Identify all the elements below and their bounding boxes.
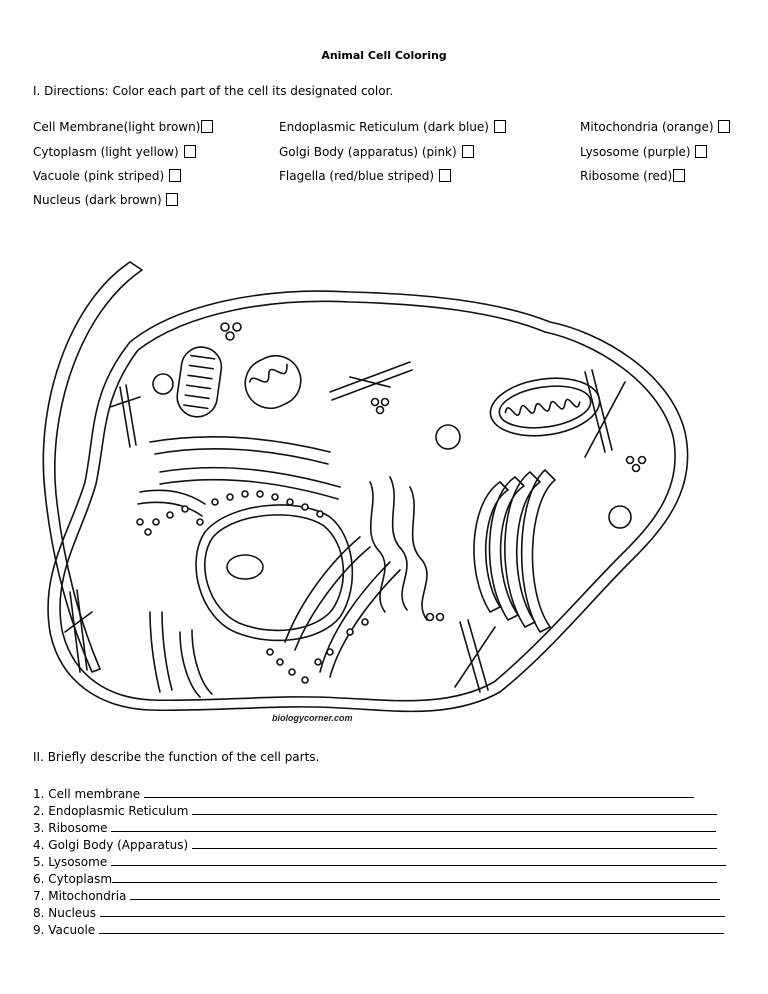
legend-label: Cell Membrane(light brown) (33, 120, 201, 134)
legend-item-nucleus (33, 193, 178, 207)
question-4 (33, 837, 717, 852)
question-label: 9. Vacuole (33, 923, 96, 937)
legend-item-ribosome (580, 169, 685, 183)
legend-label: Mitochondria (orange) (580, 120, 714, 134)
mitochondrion-2 (237, 348, 309, 417)
lysosome-cluster (221, 323, 646, 621)
color-box[interactable] (184, 145, 196, 158)
worksheet-title: Animal Cell Coloring (321, 49, 447, 62)
mitochondrion-3 (487, 372, 604, 443)
answer-line[interactable] (100, 905, 725, 917)
color-box[interactable] (673, 169, 685, 182)
question-8 (33, 905, 725, 920)
legend-label: Vacuole (pink striped) (33, 169, 165, 183)
question-label: 5. Lysosome (33, 855, 108, 869)
diagram-credit: biologycorner.com (272, 713, 353, 723)
legend-item-golgi (279, 145, 474, 159)
vacuole (436, 425, 460, 449)
mitochondrion-1 (175, 345, 224, 420)
section-2-heading: II. Briefly describe the function of the cell parts. (33, 750, 320, 764)
legend-item-flagella (279, 169, 451, 183)
legend-label: Flagella (red/blue striped) (279, 169, 435, 183)
question-5 (33, 854, 726, 869)
flagellum (43, 262, 142, 672)
question-2 (33, 803, 717, 818)
smooth-er (370, 482, 385, 612)
color-box[interactable] (462, 145, 474, 158)
legend-item-cytoplasm (33, 145, 196, 159)
question-3 (33, 820, 716, 835)
legend-label: Lysosome (purple) (580, 145, 691, 159)
cell-membrane (48, 291, 688, 711)
rough-er (138, 437, 400, 697)
legend-item-mitochondria (580, 120, 730, 134)
color-box[interactable] (718, 120, 730, 133)
color-box[interactable] (169, 169, 181, 182)
vacuole (609, 506, 631, 528)
legend-label: Endoplasmic Reticulum (dark blue) (279, 120, 489, 134)
color-box[interactable] (439, 169, 451, 182)
answer-line[interactable] (111, 820, 716, 832)
question-1 (33, 786, 694, 801)
color-box[interactable] (201, 120, 213, 133)
vacuole (153, 374, 173, 394)
color-box[interactable] (494, 120, 506, 133)
question-label: 4. Golgi Body (Apparatus) (33, 838, 189, 852)
smooth-er (410, 487, 427, 620)
question-label: 8. Nucleus (33, 906, 97, 920)
nucleus (196, 505, 352, 640)
legend-label: Cytoplasm (light yellow) (33, 145, 179, 159)
legend-item-lysosome (580, 145, 707, 159)
answer-line[interactable] (144, 786, 694, 798)
answer-line[interactable] (130, 888, 720, 900)
legend-item-vacuole (33, 169, 181, 183)
golgi-apparatus (474, 470, 555, 632)
legend-item-cell-membrane (33, 120, 213, 134)
color-box[interactable] (695, 145, 707, 158)
question-label: 6. Cytoplasm (33, 872, 113, 886)
centriole (585, 370, 625, 457)
question-7 (33, 888, 720, 903)
answer-line[interactable] (111, 854, 726, 866)
smooth-er (390, 477, 407, 610)
legend-item-er (279, 120, 506, 134)
question-label: 2. Endoplasmic Reticulum (33, 804, 189, 818)
answer-line[interactable] (192, 803, 717, 815)
cell-membrane-inner (60, 301, 675, 700)
centriole (65, 590, 92, 672)
centriole (330, 362, 412, 400)
legend-label: Golgi Body (apparatus) (pink) (279, 145, 457, 159)
directions: I. Directions: Color each part of the cell its designated color. (33, 84, 394, 98)
question-label: 7. Mitochondria (33, 889, 127, 903)
answer-line[interactable] (112, 871, 717, 883)
nucleolus (227, 555, 263, 579)
centriole (455, 620, 495, 692)
question-label: 1. Cell membrane (33, 787, 141, 801)
nuclear-envelope-inner (205, 515, 344, 631)
legend-label: Ribosome (red) (580, 169, 673, 183)
legend-label: Nucleus (dark brown) (33, 193, 162, 207)
answer-line[interactable] (99, 922, 724, 934)
color-box[interactable] (166, 193, 178, 206)
animal-cell-diagram (30, 232, 700, 727)
question-9 (33, 922, 724, 937)
answer-line[interactable] (192, 837, 717, 849)
question-6 (33, 871, 717, 886)
question-label: 3. Ribosome (33, 821, 108, 835)
